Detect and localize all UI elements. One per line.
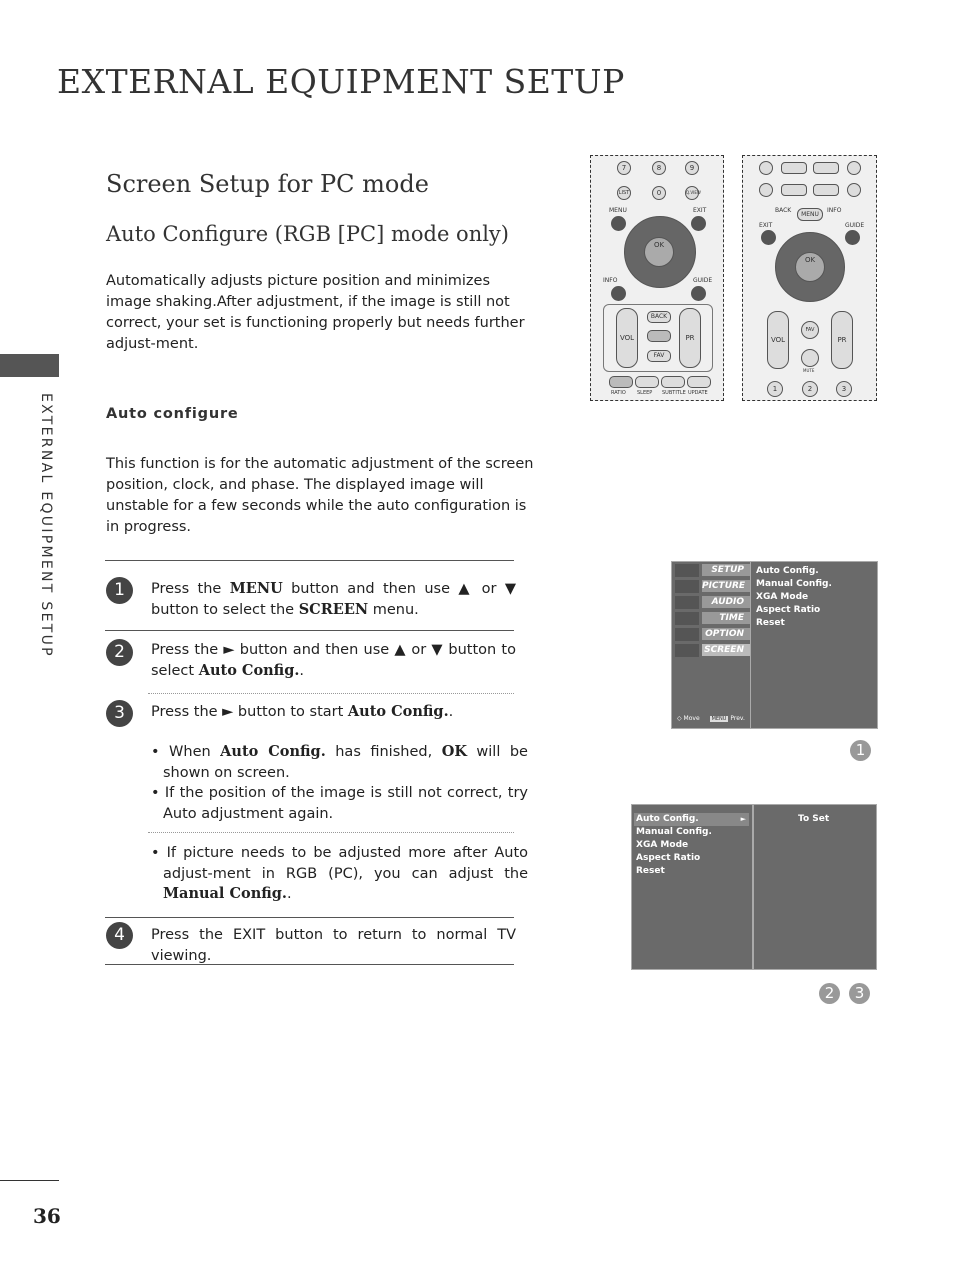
remote-skip-next-button — [847, 183, 861, 197]
auto-configure-paragraph: This function is for the automatic adjustment of the screen position, clock, and phase. The displayed image will unstable for a few seconds while the auto configuration is in progress. — [106, 456, 534, 535]
osd-main-menu — [671, 561, 878, 729]
intro-paragraph: Automatically adjusts picture position and minimizes image shaking.After adjustment, if the image is still not correct, your set is functioning properly but needs further adjust-ment. — [106, 273, 525, 352]
remote-back-button: BACK — [647, 311, 671, 323]
remote-ok-button: OK — [644, 237, 674, 267]
step-3-dotted-rule — [148, 832, 514, 833]
step-3-number: 3 — [106, 700, 133, 727]
figure-marker-2: 2 — [819, 983, 840, 1004]
step-2-dotted-rule — [148, 693, 514, 694]
osd-tab-setup: SETUP — [702, 564, 750, 577]
remote-key-3: 3 — [836, 381, 852, 397]
remote-mute-button — [801, 349, 819, 367]
osd-tab-column — [672, 562, 751, 728]
remote-pause-button — [813, 162, 839, 174]
remote-key-qview: Q.VIEW — [685, 186, 699, 200]
osd-submenu-list — [632, 805, 754, 969]
remote-label-update: UPDATE — [688, 390, 708, 396]
remote-label-exit: EXIT — [693, 207, 707, 214]
section-subtitle: Auto Configure (RGB [PC] mode only) — [106, 222, 509, 246]
remote-fav-button: FAV — [647, 350, 671, 362]
arrow-right-icon: ► — [740, 815, 746, 823]
remote-exit-button — [691, 216, 706, 231]
footer-rule — [0, 1180, 59, 1181]
figure-marker-1: 1 — [850, 740, 871, 761]
osd-sub-item-auto-config: Auto Config. ► — [634, 813, 749, 826]
sidebar-tab-block — [0, 354, 59, 377]
remote-menu-button: MENU — [797, 208, 823, 221]
remote-label-menu: MENU — [609, 207, 627, 214]
remote-label-mute: MUTE — [803, 368, 815, 373]
remote-skip-back-button — [759, 183, 773, 197]
option-icon — [675, 628, 699, 641]
step-3-bullet-1: • When Auto Config. has finished, OK will be shown on screen. — [151, 743, 528, 781]
move-icon: ◇ — [677, 715, 682, 722]
figure-marker-3: 3 — [849, 983, 870, 1004]
osd-screen-submenu — [631, 804, 877, 970]
audio-icon — [675, 596, 699, 609]
osd-to-set-label: To Set — [798, 814, 830, 824]
steps-top-rule — [105, 560, 514, 561]
osd-tab-picture: PICTURE — [702, 580, 750, 593]
osd-sub-item-xga-mode: XGA Mode — [636, 840, 689, 850]
step-1-rule — [105, 630, 514, 631]
remote-vol-rocker: VOL — [767, 311, 789, 369]
step-2-number: 2 — [106, 639, 133, 666]
remote-stop-button — [759, 161, 773, 175]
remote-label-guide: GUIDE — [845, 222, 865, 229]
remote-subtitle-button — [661, 376, 685, 388]
step-3-bullet-3: • If picture needs to be adjusted more after Auto adjust-ment in RGB (PC), you can adjust the Manual Config.. — [151, 845, 528, 902]
step-3-bullet-2: • If the position of the image is still not correct, try Auto adjustment again. — [151, 785, 528, 822]
step-2-text: Press the ► button and then use ▲ or ▼ button to select Auto Config.. — [151, 642, 516, 679]
osd-sub-item-aspect-ratio: Aspect Ratio — [636, 853, 701, 863]
page-header-title: EXTERNAL EQUIPMENT SETUP — [57, 62, 625, 101]
remote-pr-rocker: PR — [679, 308, 701, 368]
osd-tab-option: OPTION — [702, 628, 750, 641]
picture-icon — [675, 580, 699, 593]
osd-sub-item-reset: Reset — [636, 866, 665, 876]
osd-sub-item-manual-config: Manual Config. — [636, 827, 712, 837]
step-1-number: 1 — [106, 577, 133, 604]
remote-sleep-button — [635, 376, 659, 388]
remote-label-info: INFO — [603, 277, 618, 284]
osd-item-list — [756, 565, 832, 728]
osd-tab-time: TIME — [702, 612, 750, 625]
remote-exit-button — [761, 230, 776, 245]
auto-configure-heading: Auto configure — [106, 406, 239, 422]
osd-item-manual-config: Manual Config. — [756, 579, 832, 589]
remote-ratio-button — [609, 376, 633, 388]
time-icon — [675, 612, 699, 625]
remote-guide-button — [691, 286, 706, 301]
remote-key-2: 2 — [802, 381, 818, 397]
remote-forward-button — [813, 184, 839, 196]
screen-icon — [675, 644, 699, 657]
remote-key-list: LIST — [617, 186, 631, 200]
step-3-text: Press the ► button to start Auto Config.. — [151, 703, 454, 720]
remote-update-button — [687, 376, 711, 388]
page-number: 36 — [33, 1204, 61, 1228]
osd-item-auto-config: Auto Config. — [756, 566, 819, 576]
osd-footer: ◇ Move MENU Prev. — [677, 715, 745, 722]
remote-play-button — [781, 162, 807, 174]
osd-item-reset: Reset — [756, 618, 785, 628]
steps-bottom-rule — [105, 964, 514, 965]
remote-pr-rocker: PR — [831, 311, 853, 369]
remote-control-right — [742, 155, 877, 401]
step-4-number: 4 — [106, 922, 133, 949]
remote-fav-button: FAV — [801, 321, 819, 339]
remote-label-guide: GUIDE — [693, 277, 713, 284]
remote-rewind-button — [781, 184, 807, 196]
osd-tab-audio: AUDIO — [702, 596, 750, 609]
step-4-text: Press the EXIT button to return to normal TV viewing. — [151, 927, 516, 964]
remote-menu-button — [611, 216, 626, 231]
sidebar-label: EXTERNAL EQUIPMENT SETUP — [38, 393, 54, 658]
osd-item-aspect-ratio: Aspect Ratio — [756, 605, 821, 615]
remote-vol-rocker: VOL — [616, 308, 638, 368]
remote-key-7: 7 — [617, 161, 631, 175]
remote-label-info: INFO — [827, 207, 842, 214]
step-1-text: Press the MENU button and then use ▲ or ▼ button to select the SCREEN menu. — [151, 580, 517, 618]
remote-guide-button — [845, 230, 860, 245]
osd-item-xga-mode: XGA Mode — [756, 592, 809, 602]
remote-key-0: 0 — [652, 186, 666, 200]
remote-ok-button: OK — [795, 252, 825, 282]
remote-record-button — [847, 161, 861, 175]
remote-key-9: 9 — [685, 161, 699, 175]
remote-info-button — [611, 286, 626, 301]
step-3-rule — [105, 917, 514, 918]
remote-key-8: 8 — [652, 161, 666, 175]
section-title: Screen Setup for PC mode — [106, 170, 429, 198]
remote-label-exit: EXIT — [759, 222, 773, 229]
remote-blank-button — [647, 330, 671, 342]
remote-key-1: 1 — [767, 381, 783, 397]
osd-tab-screen: SCREEN — [702, 644, 750, 657]
remote-control-left — [590, 155, 724, 401]
setup-icon — [675, 564, 699, 577]
remote-label-subtitle: SUBTITLE — [662, 390, 686, 396]
remote-label-sleep: SLEEP — [637, 390, 653, 396]
remote-label-ratio: RATIO — [611, 390, 626, 396]
remote-label-back: BACK — [775, 207, 792, 214]
